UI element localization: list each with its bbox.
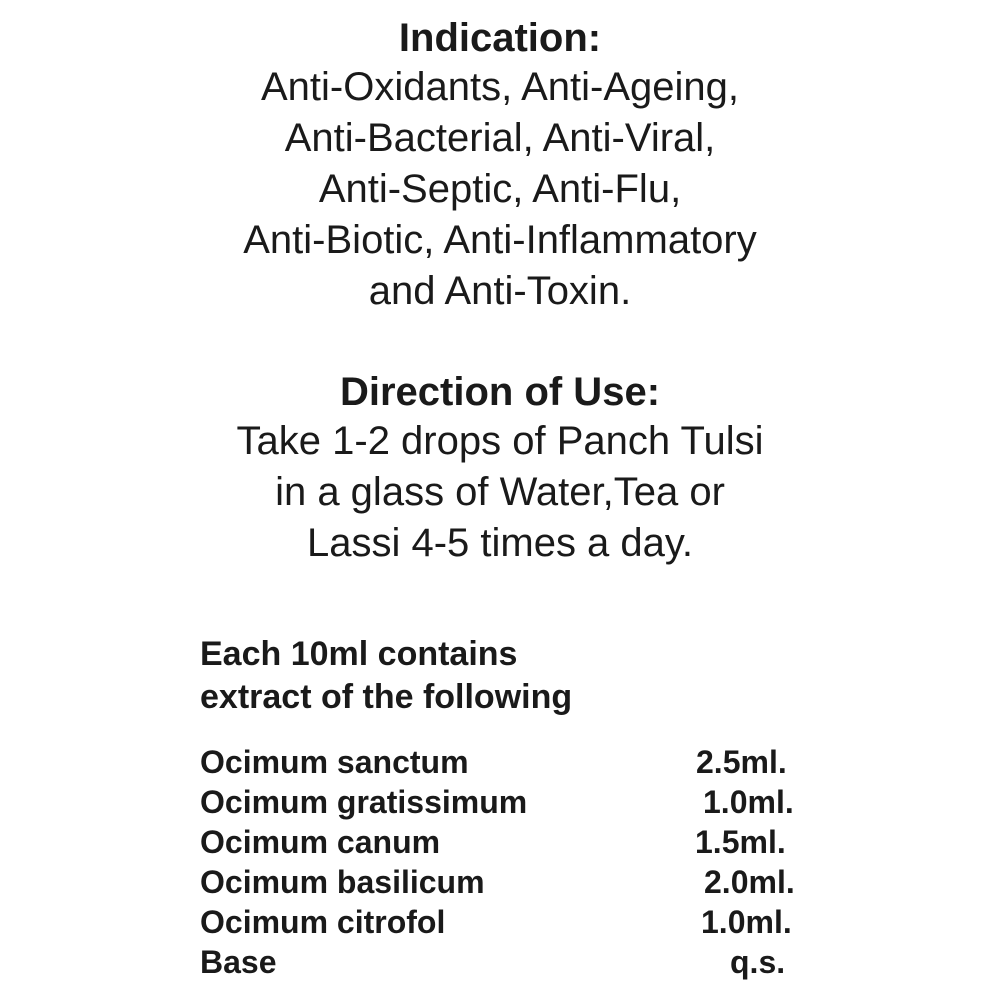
ingredient-name: Ocimum canum [200,824,441,860]
direction-heading: Direction of Use: [339,370,661,414]
ingredient-name: Ocimum citrofol [200,904,446,940]
ingredient-quantity: 1.0ml. [703,784,794,820]
ingredient-quantity: 2.5ml. [696,744,787,780]
composition-intro [200,633,572,719]
ingredient-quantity: q.s. [730,944,786,980]
ingredient-row [200,742,820,782]
indication-line: Anti-Oxidants, Anti-Ageing, [260,65,740,109]
indication-line: and Anti-Toxin. [368,269,632,313]
indication-heading: Indication: [398,16,602,60]
indication-line: Anti-Biotic, Anti-Inflammatory [243,218,757,262]
ingredient-row [200,822,820,862]
ingredient-name: Base [200,944,277,980]
indication-section [0,14,1000,317]
direction-line: in a glass of Water,Tea or [275,470,725,514]
ingredient-quantity: 2.0ml. [704,864,795,900]
ingredient-quantity: 1.0ml. [701,904,792,940]
ingredient-row [200,902,820,942]
ingredient-row [200,942,820,982]
ingredient-name: Ocimum sanctum [200,744,469,780]
ingredient-row [200,862,820,902]
ingredient-quantity: 1.5ml. [695,824,786,860]
indication-line: Anti-Bacterial, Anti-Viral, [284,116,716,160]
ingredient-list [200,742,820,982]
ingredient-row [200,782,820,822]
direction-line: Take 1-2 drops of Panch Tulsi [236,419,764,463]
ingredient-name: Ocimum gratissimum [200,784,528,820]
direction-line: Lassi 4-5 times a day. [306,521,694,565]
indication-line: Anti-Septic, Anti-Flu, [318,167,682,211]
composition-intro-line: Each 10ml contains [200,635,518,673]
direction-section [0,368,1000,569]
composition-intro-line: extract of the following [200,678,573,716]
ingredient-name: Ocimum basilicum [200,864,485,900]
